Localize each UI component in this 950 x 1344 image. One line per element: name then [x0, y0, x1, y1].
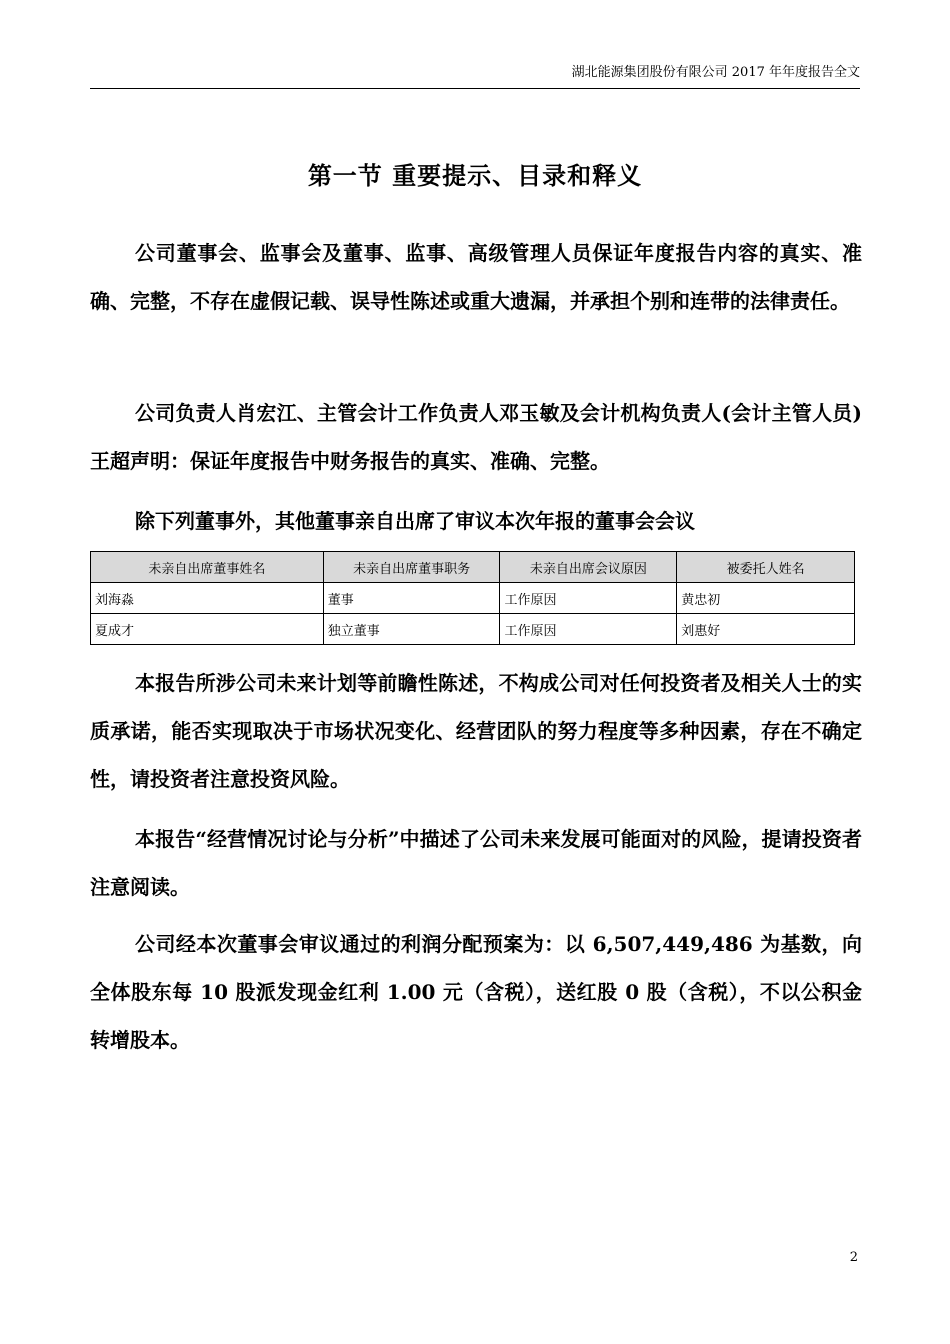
paragraph-responsible-persons: 公司负责人肖宏江、主管会计工作负责人邓玉敏及会计机构负责人(会计主管人员)王超声明：保证年度报告中财务报告的真实、准确、完整。 — [90, 401, 862, 473]
table-cell: 工作原因 — [500, 583, 677, 614]
paragraph-risk-notice: 本报告“经营情况讨论与分析”中描述了公司未来发展可能面对的风险，提请投资者注意阅读。 — [90, 827, 862, 899]
paragraph-absent-directors-intro: 除下列董事外，其他董事亲自出席了审议本次年报的董事会会议 — [135, 509, 695, 533]
absent-directors-table — [90, 551, 855, 645]
paragraph-forward-looking: 本报告所涉公司未来计划等前瞻性陈述，不构成公司对任何投资者及相关人士的实质承诺，能否实现取决于市场状况变化、经营团队的努力程度等多种因素，存在不确定性，请投资者注意投资风险。 — [90, 671, 862, 791]
table-row — [91, 614, 855, 645]
page-number: 2 — [849, 1250, 858, 1265]
page-header — [90, 64, 860, 89]
table-cell: 刘惠好 — [677, 614, 855, 645]
paragraph-profit-distribution: 公司经本次董事会审议通过的利润分配预案为：以 6,507,449,486 为基数，向全体股东每 10 股派发现金红利 1.00 元（含税），送红股 0 股（含税），不以公积金转增股本。 — [90, 932, 862, 1052]
table-header-cell: 未亲自出席董事姓名 — [91, 552, 324, 583]
table-cell: 夏成才 — [91, 614, 324, 645]
table-row — [91, 583, 855, 614]
table-cell: 工作原因 — [500, 614, 677, 645]
section-title: 第一节 重要提示、目录和释义 — [307, 161, 643, 190]
table-cell: 独立董事 — [323, 614, 500, 645]
table-cell: 刘海淼 — [91, 583, 324, 614]
paragraph-board-guarantee: 公司董事会、监事会及董事、监事、高级管理人员保证年度报告内容的真实、准确、完整，不存在虚假记载、误导性陈述或重大遗漏，并承担个别和连带的法律责任。 — [90, 241, 862, 313]
header-text: 湖北能源集团股份有限公司 2017 年年度报告全文 — [571, 65, 860, 80]
table-header-cell: 未亲自出席董事职务 — [323, 552, 500, 583]
table-header-cell: 未亲自出席会议原因 — [500, 552, 677, 583]
table-header-cell: 被委托人姓名 — [677, 552, 855, 583]
table-cell: 董事 — [323, 583, 500, 614]
table-cell: 黄忠初 — [677, 583, 855, 614]
table-header-row — [91, 552, 855, 583]
